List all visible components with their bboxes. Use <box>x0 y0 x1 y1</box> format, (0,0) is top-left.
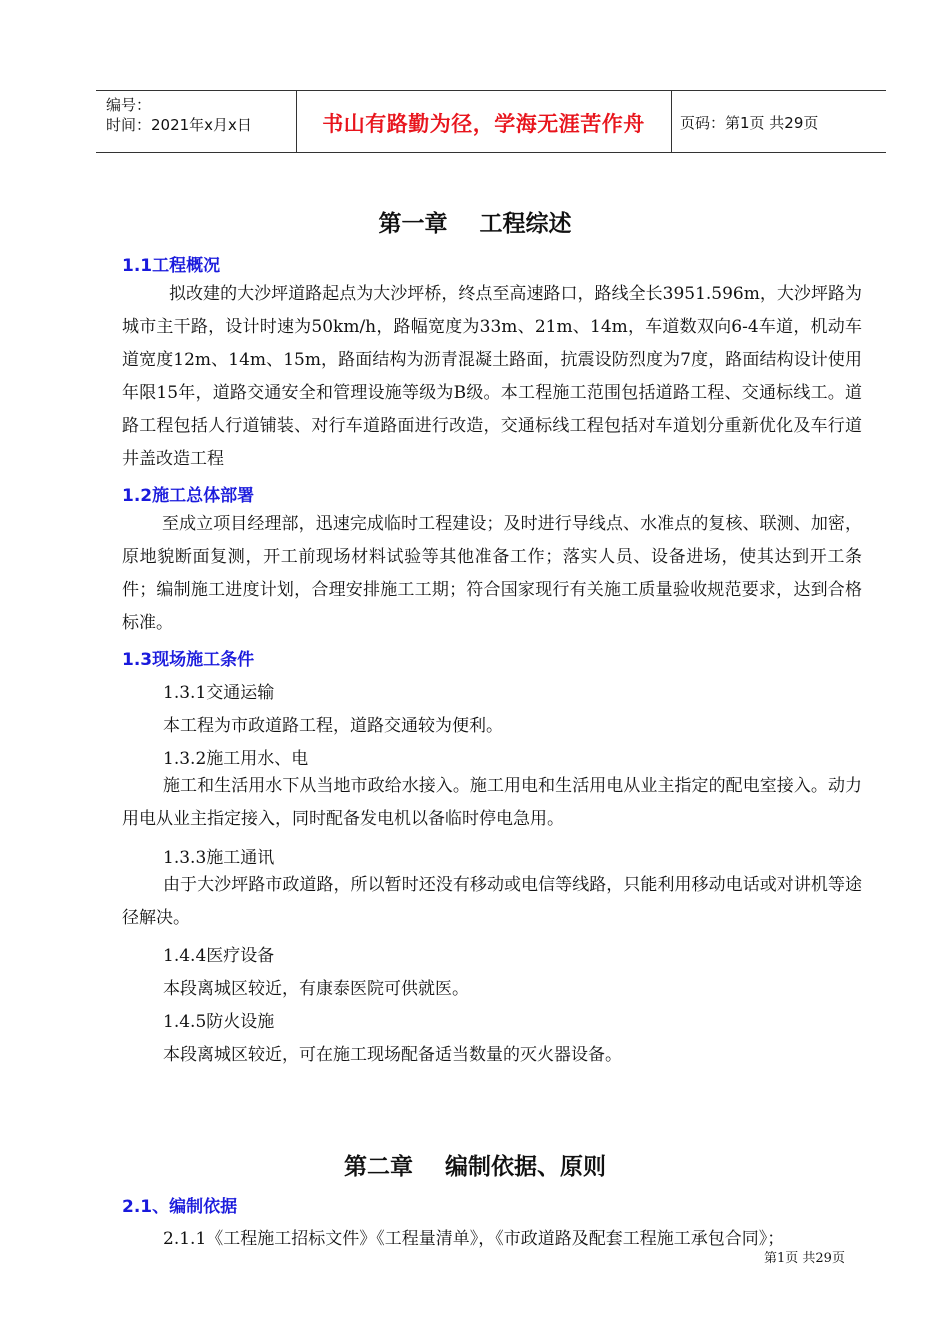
section-1-3-heading: 1.3现场施工条件 <box>122 650 255 670</box>
subsection-1-3-2-text: 施工和生活用水下从当地市政给水接入。施工用电和生活用电从业主指定的配电室接入。动力用电从业主指定接入，同时配备发电机以备临时停电急用。 <box>122 776 862 829</box>
subsection-1-3-3-title: 1.3.3施工通讯 <box>163 848 275 868</box>
subsection-1-4-4-text: 本段离城区较近，有康泰医院可供就医。 <box>163 979 469 999</box>
section-1-2-heading: 1.2施工总体部署 <box>122 486 255 506</box>
subsection-1-4-5-text: 本段离城区较近，可在施工现场配备适当数量的灭火器设备。 <box>163 1045 622 1065</box>
header-page-cell <box>672 91 886 152</box>
subsection-1-3-1-text: 本工程为市政道路工程，道路交通较为便利。 <box>163 716 503 736</box>
motto-text: 书山有路勤为径，学海无涯苦作舟 <box>322 112 645 136</box>
section-1-1-heading: 1.1工程概况 <box>122 256 221 276</box>
subsection-1-3-3-text: 由于大沙坪路市政道路，所以暂时还没有移动或电信等线路，只能利用移动电话或对讲机等途径解决。 <box>122 875 862 928</box>
time-label: 时间：2021年x月x日 <box>106 116 252 134</box>
page-code-label: 页码：第1页 共29页 <box>680 114 819 132</box>
section-2-1-heading: 2.1、编制依据 <box>122 1197 238 1217</box>
subsection-1-4-4-title: 1.4.4医疗设备 <box>163 946 275 966</box>
header-info-cell <box>96 91 297 152</box>
section-1-1-text: 拟改建的大沙坪道路起点为大沙坪桥，终点至高速路口，路线全长3951.596m，大沙坪路为城市主干路，设计时速为50km/h，路幅宽度为33m、21m、14m，车道数双向6-4车道，机动车道宽度12m、14m、15m，路面结构为沥青混凝土路面，抗震设防烈度为7度，路面结构设计使用年限15年，道路交通安全和管理设施等级为B级。本工程施工范围包括道路工程、交通标线工。道路工程包括人行道铺装、对行车道路面进行改造，交通标线工程包括对车道划分重新优化及车行道井盖改造工程 <box>122 284 862 469</box>
subsection-1-3-2-title: 1.3.2施工用水、电 <box>163 749 309 769</box>
section-1-2-text: 至成立项目经理部，迅速完成临时工程建设；及时进行导线点、水准点的复核、联测、加密，原地貌断面复测，开工前现场材料试验等其他准备工作；落实人员、设备进场，使其达到开工条件；编制施工进度计划，合理安排施工工期；符合国家现行有关施工质量验收规范要求，达到合格标准。 <box>122 514 862 633</box>
header-motto-cell <box>296 91 672 152</box>
chapter-1-title: 第一章 工程综述 <box>378 211 572 237</box>
document-header <box>96 90 886 153</box>
subsection-1-3-1-title: 1.3.1交通运输 <box>163 683 275 703</box>
chapter-2-title: 第二章 编制依据、原则 <box>343 1154 607 1180</box>
subsection-1-4-5-title: 1.4.5防火设施 <box>163 1012 275 1032</box>
number-label: 编号： <box>106 96 152 114</box>
subsection-2-1-1-text: 2.1.1《工程施工招标文件》《工程量清单》，《市政道路及配套工程施工承包合同》； <box>163 1229 785 1249</box>
page-footer: 第1页 共29页 <box>764 1251 845 1266</box>
